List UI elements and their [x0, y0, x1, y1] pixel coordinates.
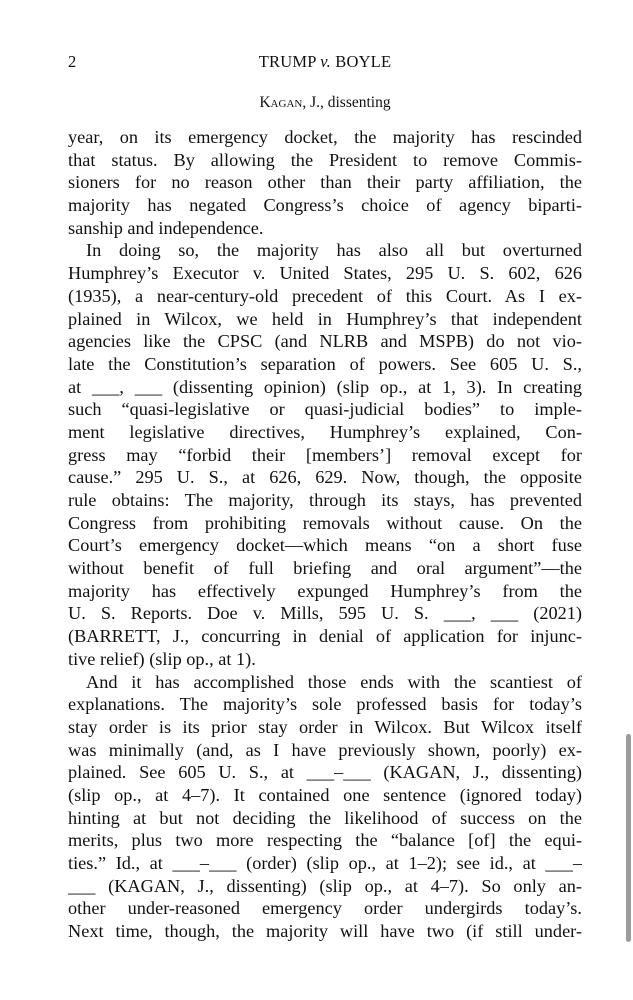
opinion-author-suffix: , J., dissenting: [302, 94, 391, 111]
text-line: sanship and independence.: [68, 217, 264, 238]
text-line: other under-reasoned emergency order undergirds today’s.: [68, 898, 582, 919]
text-line: such “quasi-legislative or quasi-judicial bodies” to imple-: [68, 399, 582, 420]
text-line: Congress from prohibiting removals without cause. On the: [68, 512, 582, 533]
text-line: (1935), a near-century-old precedent of this Court. As I ex-: [68, 285, 582, 306]
opinion-author-name: Kagan: [259, 94, 303, 111]
text-line: agencies like the CPSC (and NLRB and MSPB) do not vio-: [68, 331, 582, 352]
running-title-part-a: TRUMP: [258, 52, 321, 71]
text-line: Next time, though, the majority will have two (if still under-: [68, 921, 582, 942]
running-title-part-b: BOYLE: [330, 52, 392, 71]
running-title-versus: v.: [320, 52, 331, 71]
text-line: merits, plus two more respecting the “balance [of] the equi-: [68, 830, 582, 851]
text-line: late the Constitution’s separation of powers. See 605 U. S.,: [68, 353, 582, 374]
page-header: [68, 52, 582, 78]
text-line: cause.” 295 U. S., at 626, 629. Now, though, the opposite: [68, 467, 582, 488]
text-line: ties.” Id., at ___–___ (order) (slip op., at 1–2); see id., at ___–: [68, 853, 582, 873]
text-line: stay order is its prior stay order in Wilcox. But Wilcox itself: [68, 716, 582, 737]
text-line: without benefit of full briefing and oral argument”—the: [68, 558, 582, 579]
text-line: ment legislative directives, Humphrey’s explained, Con-: [68, 421, 582, 442]
opinion-body: [68, 126, 582, 943]
text-line: U. S. Reports. Doe v. Mills, 595 U. S. ___, ___ (2021): [68, 603, 582, 624]
text-line: was minimally (and, as I have previously shown, poorly) ex-: [68, 739, 582, 760]
running-title: [68, 52, 582, 72]
text-line: majority has effectively expunged Humphrey’s from the: [68, 580, 582, 601]
vertical-scrollbar[interactable]: [626, 734, 631, 942]
text-line: plained in Wilcox, we held in Humphrey’s that independent: [68, 308, 582, 329]
text-line: Humphrey’s Executor v. United States, 295 U. S. 602, 626: [68, 263, 582, 284]
text-line: gress may “forbid their [members’] removal except for: [68, 444, 582, 465]
text-line: And it has accomplished those ends with the scantiest of: [86, 671, 582, 692]
page-number: 2: [68, 52, 77, 71]
text-line: In doing so, the majority has also all but overturned: [86, 240, 582, 261]
text-line: ___ (KAGAN, J., dissenting) (slip op., at 4–7). So only an-: [68, 875, 582, 896]
text-line: rule obtains: The majority, through its stays, has prevented: [68, 490, 582, 510]
text-line: majority has negated Congress’s choice of agency biparti-: [68, 195, 582, 216]
text-line: that status. By allowing the President to remove Commis-: [68, 149, 582, 170]
text-line: Court’s emergency docket—which means “on a short fuse: [68, 535, 582, 556]
text-line: explanations. The majority’s sole professed basis for today’s: [68, 694, 582, 715]
text-line: at ___, ___ (dissenting opinion) (slip op., at 1, 3). In creating: [68, 376, 582, 397]
text-line: year, on its emergency docket, the majority has rescinded: [68, 127, 582, 147]
text-line: tive relief) (slip op., at 1).: [68, 648, 256, 669]
text-line: (BARRETT, J., concurring in denial of application for injunc-: [68, 626, 582, 647]
text-line: (slip op., at 4–7). It contained one sentence (ignored today): [68, 784, 582, 805]
text-line: sioners for no reason other than their party affiliation, the: [68, 172, 582, 193]
opinion-author-line: [68, 94, 582, 112]
text-line: plained. See 605 U. S., at ___–___ (KAGAN, J., dissenting): [68, 762, 582, 783]
text-line: hinting at but not deciding the likelihood of success on the: [68, 807, 582, 828]
